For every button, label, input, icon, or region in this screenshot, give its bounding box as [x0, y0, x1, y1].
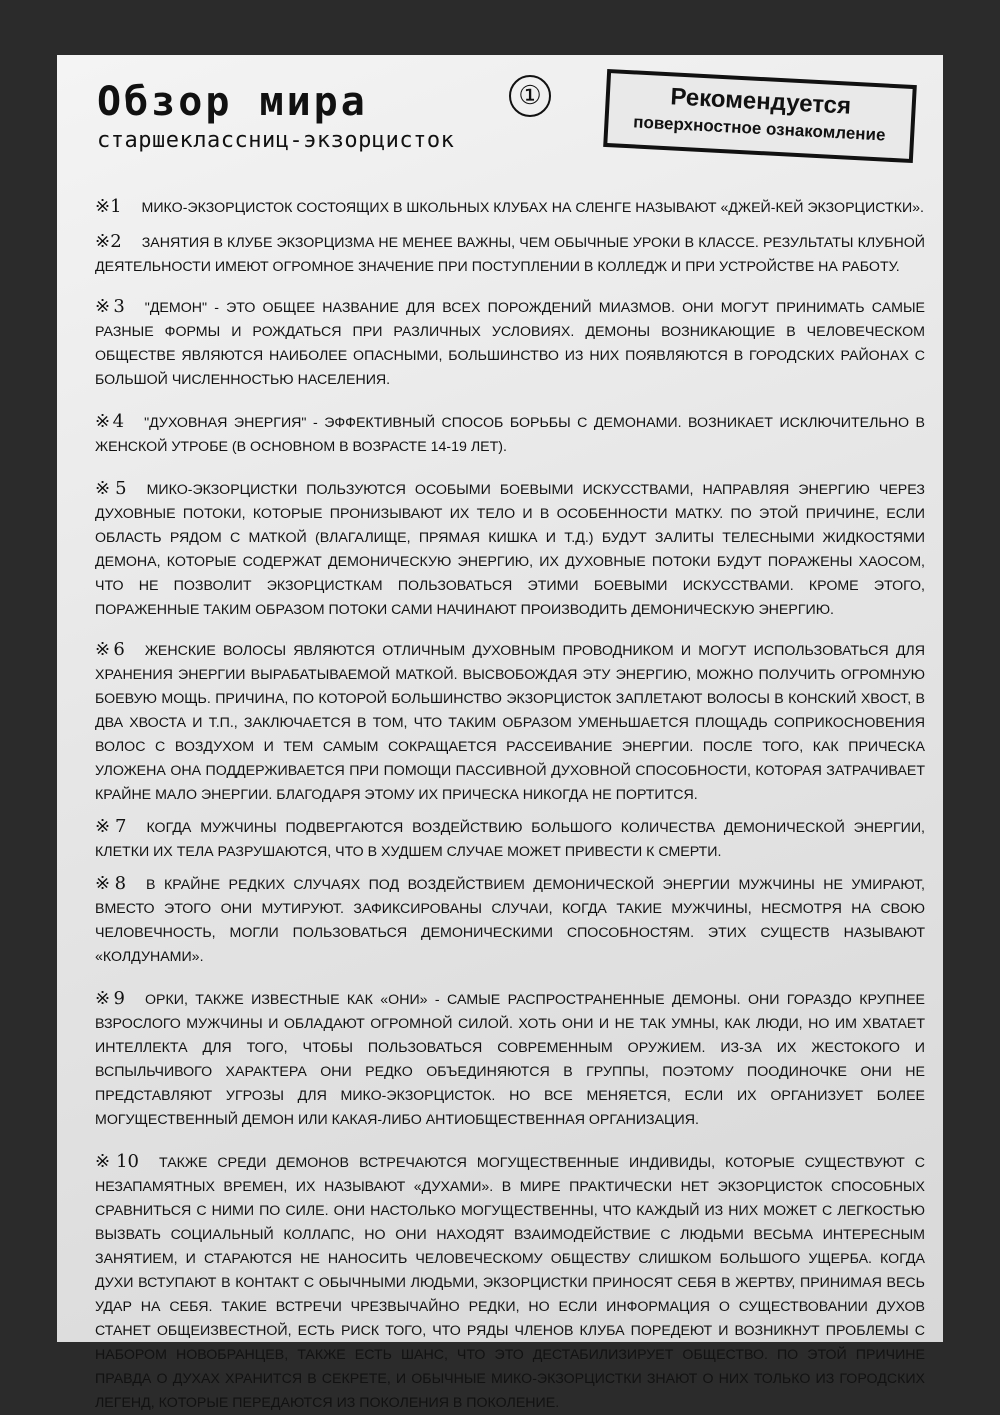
- note-marker: ※6: [95, 639, 125, 660]
- note-item: [95, 477, 925, 622]
- document-page: [57, 55, 943, 1411]
- stamp-line-2: поверхностное ознакомление: [632, 112, 886, 145]
- note-item: [95, 1150, 925, 1415]
- note-text: ЗАНЯТИЯ В КЛУБЕ ЭКЗОРЦИЗМА НЕ МЕНЕЕ ВАЖНЫ, ЧЕМ ОБЫЧНЫЕ УРОКИ В КЛАССЕ. РЕЗУЛЬТАТЫ КЛУБНОЙ ДЕЯТЕЛЬНОСТИ ИМЕЮТ ОГРОМНОЕ ЗНАЧЕНИЕ ПРИ ПОСТУПЛЕНИИ В КОЛЛЕДЖ И ПРИ УСТРОЙСТВЕ НА РАБОТУ.: [95, 235, 925, 275]
- note-marker: ※3: [95, 296, 125, 317]
- recommendation-stamp: [603, 69, 917, 163]
- page-subtitle: старшеклассниц-экзорцисток: [97, 128, 455, 153]
- note-item: [95, 638, 925, 807]
- note-item: [95, 230, 925, 279]
- note-item: [95, 987, 925, 1132]
- note-text: "ДЕМОН" - ЭТО ОБЩЕЕ НАЗВАНИЕ ДЛЯ ВСЕХ ПОРОЖДЕНИЙ МИАЗМОВ. ОНИ МОГУТ ПРИНИМАТЬ САМЫЕ РАЗНЫЕ ФОРМЫ И РОЖДАТЬСЯ ПРИ РАЗЛИЧНЫХ УСЛОВИЯХ. ДЕМОНЫ ВОЗНИКАЮЩИЕ В ЧЕЛОВЕЧЕСКОМ ОБЩЕСТВЕ ЯВЛЯЮТСЯ НАИБОЛЕЕ ОПАСНЫМИ, БОЛЬШИНСТВО ИЗ НИХ ПОЯВЛЯЮТСЯ В ГОРОДСКИХ РАЙОНАХ С БОЛЬШОЙ ЧИСЛЕННОСТЬЮ НАСЕЛЕНИЯ.: [95, 300, 925, 388]
- note-text: КОГДА МУЖЧИНЫ ПОДВЕРГАЮТСЯ ВОЗДЕЙСТВИЮ БОЛЬШОГО КОЛИЧЕСТВА ДЕМОНИЧЕСКОЙ ЭНЕРГИИ, КЛЕТКИ ИХ ТЕЛА РАЗРУШАЮТСЯ, ЧТО В ХУДШЕМ СЛУЧАЕ МОЖЕТ ПРИВЕСТИ К СМЕРТИ.: [95, 820, 925, 860]
- note-marker: ※8: [95, 873, 127, 894]
- note-item: [95, 295, 925, 392]
- note-text: ТАКЖЕ СРЕДИ ДЕМОНОВ ВСТРЕЧАЮТСЯ МОГУЩЕСТВЕННЫЕ ИНДИВИДЫ, КОТОРЫЕ СУЩЕСТВУЮТ С НЕЗАПАМЯТНЫХ ВРЕМЕН, ИХ НАЗЫВАЮТ «ДУХАМИ». В МИРЕ ПРАКТИЧЕСКИ НЕТ ЭКЗОРЦИСТОК СПОСОБНЫХ СРАВНИТЬСЯ С НИМИ ПО СИЛЕ. ОНИ НАСТОЛЬКО МОГУЩЕСТВЕННЫ, ЧТО КАЖДЫЙ ИЗ НИХ МОЖЕТ С ЛЕГКОСТЬЮ ВЫЗВАТЬ СОЦИАЛЬНЫЙ КОЛЛАПС, НО ОНИ НАХОДЯТ ВЗАИМОДЕЙСТВИЕ С ЛЮДЬМИ ВЕСЬМА ИНТЕРЕСНЫМ ЗАНЯТИЕМ, И СТАРАЮТСЯ НЕ НАНОСИТЬ ЧЕЛОВЕЧЕСКОМУ ОБЩЕСТВУ СЛИШКОМ БОЛЬШОГО УЩЕРБА. КОГДА ДУХИ ВСТУПАЮТ В КОНТАКТ С ОБЫЧНЫМИ ЛЮДЬМИ, ЭКЗОРЦИСТКИ ПРИНОСЯТ СЕБЯ В ЖЕРТВУ, ПРИНИМАЯ ВЕСЬ УДАР НА СЕБЯ. ТАКИЕ ВСТРЕЧИ ЧРЕЗВЫЧАЙНО РЕДКИ, НО ЕСЛИ ИНФОРМАЦИЯ О СУЩЕСТВОВАНИИ ДУХОВ СТАНЕТ ОБЩЕИЗВЕСТНОЙ, ЕСТЬ РИСК ТОГО, ЧТО РЯДЫ ЧЛЕНОВ КЛУБА ПОРЕДЕЮТ И ВОЗНИКНУТ ПРОБЛЕМЫ С НАБОРОМ НОВОБРАНЦЕВ, ТАКЖЕ ЕСТЬ ШАНС, ЧТО ЭТО ДЕСТАБИЛИЗИРУЕТ ОБЩЕСТВО. ПО ЭТОЙ ПРИЧИНЕ ПРАВДА О ДУХАХ ХРАНИТСЯ В СЕКРЕТЕ, И ОБЫЧНЫЕ МИКО-ЭКЗОРЦИСТКИ ЗНАЮТ О НИХ ТОЛЬКО ИЗ ГОРОДСКИХ ЛЕГЕНД, КОТОРЫЕ ПЕРЕДАЮТСЯ ИЗ ПОКОЛЕНИЯ В ПОКОЛЕНИЕ.: [95, 1155, 925, 1411]
- note-marker: ※10: [95, 1151, 139, 1172]
- note-marker: ※5: [95, 478, 127, 499]
- note-text: "ДУХОВНАЯ ЭНЕРГИЯ" - ЭФФЕКТИВНЫЙ СПОСОБ БОРЬБЫ С ДЕМОНАМИ. ВОЗНИКАЕТ ИСКЛЮЧИТЕЛЬНО В ЖЕНСКОЙ УТРОБЕ (В ОСНОВНОМ В ВОЗРАСТЕ 14-19 ЛЕТ).: [95, 415, 926, 455]
- note-text: ОРКИ, ТАКЖЕ ИЗВЕСТНЫЕ КАК «ОНИ» - САМЫЕ РАСПРОСТРАНЕННЫЕ ДЕМОНЫ. ОНИ ГОРАЗДО КРУПНЕЕ ВЗРОСЛОГО МУЖЧИНЫ И ОБЛАДАЮТ ОГРОМНОЙ СИЛОЙ. ХОТЬ ОНИ И НЕ ТАК УМНЫ, КАК ЛЮДИ, НО ИМ ХВАТАЕТ ИНТЕЛЛЕКТА ДЛЯ ТОГО, ЧТОБЫ ПОЛЬЗОВАТЬСЯ СОВРЕМЕННЫМ ОРУЖИЕМ. ИЗ-ЗА ИХ ЖЕСТОКОГО И ВСПЫЛЬЧИВОГО ХАРАКТЕРА ОНИ РЕДКО ОБЪЕДИНЯЮТСЯ В ГРУППЫ, ПОЭТОМУ ПООДИНОЧКЕ ОНИ НЕ ПРЕДСТАВЛЯЮТ УГРОЗЫ ДЛЯ МИКО-ЭКЗОРЦИСТОК. НО ВСЕ МЕНЯЕТСЯ, ЕСЛИ ИХ ОРГАНИЗУЕТ БОЛЕЕ МОГУЩЕСТВЕННЫЙ ДЕМОН ИЛИ КАКАЯ-ЛИБО АНТИОБЩЕСТВЕННАЯ ОРГАНИЗАЦИЯ.: [95, 992, 925, 1128]
- note-text: МИКО-ЭКЗОРЦИСТКИ ПОЛЬЗУЮТСЯ ОСОБЫМИ БОЕВЫМИ ИСКУССТВАМИ, НАПРАВЛЯЯ ЭНЕРГИЮ ЧЕРЕЗ ДУХОВНЫЕ ПОТОКИ, КОТОРЫЕ ПРОНИЗЫВАЮТ ИХ ТЕЛО И В ОСОБЕННОСТИ МАТКУ. ПО ЭТОЙ ПРИЧИНЕ, ЕСЛИ ОБЛАСТЬ РЯДОМ С МАТКОЙ (ВЛАГАЛИЩЕ, ПРЯМАЯ КИШКА И Т.Д.) БУДУТ ЗАЛИТЫ ТЕЛЕСНЫМИ ЖИДКОСТЯМИ ДЕМОНА, КОТОРЫЕ СОДЕРЖАТ ДЕМОНИЧЕСКУЮ ЭНЕРГИЮ, ИХ ДУХОВНЫЕ ПОТОКИ БУДУТ ПОРАЖЕНЫ ХАОСОМ, ЧТО НЕ ПОЗВОЛИТ ЭКЗОРЦИСТКАМ ПОЛЬЗОВАТЬСЯ ЭТИМИ БОЕВЫМИ ИСКУССТВАМИ. КРОМЕ ЭТОГО, ПОРАЖЕННЫЕ ТАКИМ ОБРАЗОМ ПОТОКИ САМИ НАЧИНАЮТ ПРОИЗВОДИТЬ ДЕМОНИЧЕСКУЮ ЭНЕРГИЮ.: [95, 482, 925, 618]
- note-marker: ※9: [95, 988, 125, 1009]
- note-marker: ※1: [95, 196, 122, 217]
- note-marker: ※2: [95, 231, 122, 252]
- note-marker: ※7: [95, 816, 127, 837]
- note-item: [95, 872, 925, 969]
- note-text: ЖЕНСКИЕ ВОЛОСЫ ЯВЛЯЮТСЯ ОТЛИЧНЫМ ДУХОВНЫМ ПРОВОДНИКОМ И МОГУТ ИСПОЛЬЗОВАТЬСЯ ДЛЯ ХРАНЕНИЯ ЭНЕРГИИ ВЫРАБАТЫВАЕМОЙ МАТКОЙ. ВЫСВОБОЖДАЯ ЭТУ ЭНЕРГИЮ, МОЖНО ПОЛУЧИТЬ ОГРОМНУЮ БОЕВУЮ МОЩЬ. ПРИЧИНА, ПО КОТОРОЙ БОЛЬШИНСТВО ЭКЗОРЦИСТОК ЗАПЛЕТАЮТ ВОЛОСЫ В КОНСКИЙ ХВОСТ, В ДВА ХВОСТА И Т.П., ЗАКЛЮЧАЕТСЯ В ТОМ, ЧТО ТАКИМ ОБРАЗОМ УМЕНЬШАЕТСЯ ПЛОЩАДЬ СОПРИКОСНОВЕНИЯ ВОЛОС С ВОЗДУХОМ И ТЕМ САМЫМ СОКРАЩАЕТСЯ РАССЕИВАНИЕ ЭНЕРГИИ. ПОСЛЕ ТОГО, КАК ПРИЧЕСКА УЛОЖЕНА ОНА ПОДДЕРЖИВАЕТСЯ ПРИ ПОМОЩИ ПАССИВНОЙ ДУХОВНОЙ СПОСОБНОСТИ, КОТОРАЯ ЗАТРАЧИВАЕТ КРАЙНЕ МАЛО ЭНЕРГИИ. БЛАГОДАРЯ ЭТОМУ ИХ ПРИЧЕСКА НИКОГДА НЕ ПОРТИТСЯ.: [95, 643, 925, 803]
- page-title: Обзор мира: [97, 79, 368, 125]
- note-marker: ※4: [95, 411, 125, 432]
- note-item: [95, 195, 925, 220]
- stamp-line-1: Рекомендуется: [669, 83, 852, 120]
- note-text: В КРАЙНЕ РЕДКИХ СЛУЧАЯХ ПОД ВОЗДЕЙСТВИЕМ ДЕМОНИЧЕСКОЙ ЭНЕРГИИ МУЖЧИНЫ НЕ УМИРАЮТ, ВМЕСТО ЭТОГО ОНИ МУТИРУЮТ. ЗАФИКСИРОВАНЫ СЛУЧАИ, КОГДА ТАКИЕ МУЖЧИНЫ, НЕСМОТРЯ НА СВОЮ ЧЕЛОВЕЧНОСТЬ, МОГЛИ ПОЛЬЗОВАТЬСЯ ДЕМОНИЧЕСКИМИ СПОСОБНОСТЯМ. ЭТИХ СУЩЕСТВ НАЗЫВАЮТ «КОЛДУНАМИ».: [95, 877, 925, 965]
- page-number-badge: ①: [509, 75, 551, 117]
- notes-list: [95, 195, 925, 1415]
- note-item: [95, 410, 925, 459]
- note-item: [95, 815, 925, 864]
- note-text: МИКО-ЭКЗОРЦИСТОК СОСТОЯЩИХ В ШКОЛЬНЫХ КЛУБАХ НА СЛЕНГЕ НАЗЫВАЮТ «ДЖЕЙ-КЕЙ ЭКЗОРЦИСТКИ».: [141, 200, 924, 216]
